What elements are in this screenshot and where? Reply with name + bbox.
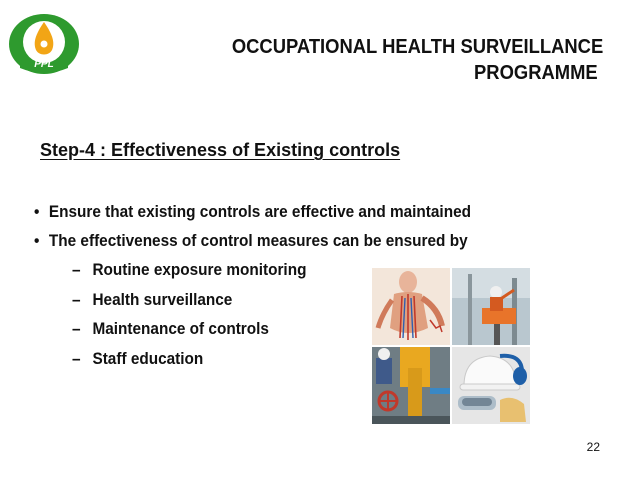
step-heading: Step-4 : Effectiveness of Existing controls xyxy=(40,140,401,160)
ppl-logo xyxy=(8,6,86,76)
slide-title xyxy=(232,34,604,86)
anatomy-figure-image xyxy=(372,268,450,345)
sub-item-text: Staff education xyxy=(92,349,204,368)
worker-lift-image xyxy=(452,268,530,345)
page-number: 22 xyxy=(586,440,600,454)
dash-marker: – xyxy=(72,261,81,279)
title-line-1: OCCUPATIONAL HEALTH SURVEILLANCE xyxy=(232,36,604,58)
bullet-marker: • xyxy=(34,203,40,221)
dash-marker: – xyxy=(72,320,81,338)
bullet-item xyxy=(34,198,471,227)
bullet-text: The effectiveness of control measures can be ensured by xyxy=(48,232,468,250)
dash-marker: – xyxy=(72,290,81,309)
bullet-item xyxy=(34,227,471,256)
bullet-marker: • xyxy=(34,232,40,250)
logo-text: PPL xyxy=(34,59,54,70)
occupational-health-collage xyxy=(372,268,530,424)
bullet-text: Ensure that existing controls are effective and maintained xyxy=(48,203,471,221)
worker-valves-image xyxy=(372,347,450,424)
sub-item-text: Health surveillance xyxy=(92,290,233,309)
dash-marker: – xyxy=(72,349,81,368)
sub-item-text: Maintenance of controls xyxy=(92,320,269,338)
sub-item-text: Routine exposure monitoring xyxy=(92,261,307,279)
safety-gear-image xyxy=(452,347,530,424)
title-line-2: PROGRAMME xyxy=(474,62,598,84)
